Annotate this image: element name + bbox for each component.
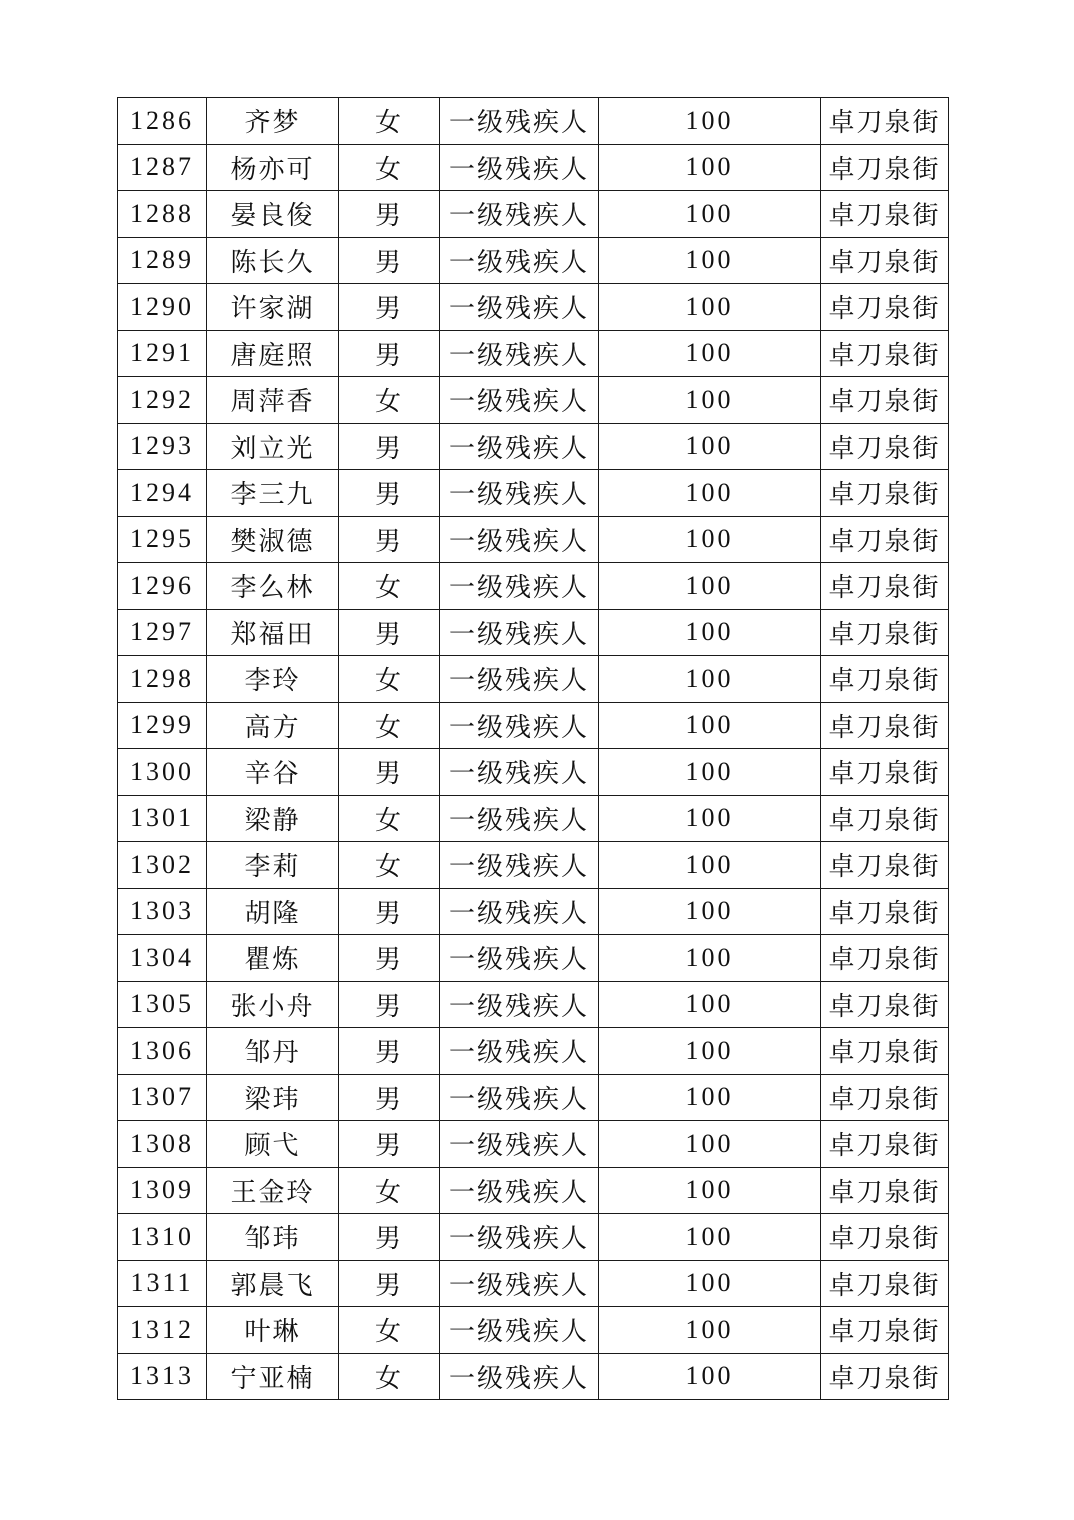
street-cell: 卓刀泉街: [821, 330, 949, 377]
gender-cell: 女: [339, 1307, 440, 1354]
roster-table: [117, 97, 949, 1400]
gender-cell: 男: [339, 423, 440, 470]
serial-number-cell: 1298: [118, 656, 207, 703]
gender-cell: 女: [339, 795, 440, 842]
street-cell: 卓刀泉街: [821, 1167, 949, 1214]
street-cell: 卓刀泉街: [821, 470, 949, 517]
name-cell: 邹玮: [207, 1214, 339, 1261]
name-cell: 高方: [207, 702, 339, 749]
table-row: [118, 1353, 949, 1400]
street-cell: 卓刀泉街: [821, 888, 949, 935]
street-cell: 卓刀泉街: [821, 1353, 949, 1400]
table-row: [118, 470, 949, 517]
disability-level-cell: 一级残疾人: [440, 1214, 599, 1261]
disability-level-cell: 一级残疾人: [440, 981, 599, 1028]
name-cell: 李三九: [207, 470, 339, 517]
street-cell: 卓刀泉街: [821, 749, 949, 796]
disability-level-cell: 一级残疾人: [440, 191, 599, 238]
name-cell: 邹丹: [207, 1028, 339, 1075]
disability-level-cell: 一级残疾人: [440, 1353, 599, 1400]
disability-level-cell: 一级残疾人: [440, 516, 599, 563]
table-row: [118, 842, 949, 889]
gender-cell: 男: [339, 284, 440, 331]
name-cell: 李莉: [207, 842, 339, 889]
amount-cell: 100: [599, 1260, 821, 1307]
amount-cell: 100: [599, 656, 821, 703]
gender-cell: 男: [339, 1260, 440, 1307]
disability-level-cell: 一级残疾人: [440, 935, 599, 982]
name-cell: 唐庭照: [207, 330, 339, 377]
street-cell: 卓刀泉街: [821, 237, 949, 284]
gender-cell: 男: [339, 1074, 440, 1121]
street-cell: 卓刀泉街: [821, 1307, 949, 1354]
disability-level-cell: 一级残疾人: [440, 656, 599, 703]
serial-number-cell: 1303: [118, 888, 207, 935]
table-row: [118, 981, 949, 1028]
serial-number-cell: 1310: [118, 1214, 207, 1261]
table-row: [118, 1121, 949, 1168]
name-cell: 陈长久: [207, 237, 339, 284]
gender-cell: 男: [339, 981, 440, 1028]
disability-level-cell: 一级残疾人: [440, 1121, 599, 1168]
gender-cell: 男: [339, 516, 440, 563]
street-cell: 卓刀泉街: [821, 563, 949, 610]
serial-number-cell: 1291: [118, 330, 207, 377]
street-cell: 卓刀泉街: [821, 191, 949, 238]
disability-level-cell: 一级残疾人: [440, 1167, 599, 1214]
disability-level-cell: 一级残疾人: [440, 888, 599, 935]
amount-cell: 100: [599, 702, 821, 749]
serial-number-cell: 1297: [118, 609, 207, 656]
gender-cell: 男: [339, 1121, 440, 1168]
table-row: [118, 144, 949, 191]
name-cell: 梁玮: [207, 1074, 339, 1121]
name-cell: 许家湖: [207, 284, 339, 331]
street-cell: 卓刀泉街: [821, 935, 949, 982]
amount-cell: 100: [599, 888, 821, 935]
name-cell: 胡隆: [207, 888, 339, 935]
name-cell: 郭晨飞: [207, 1260, 339, 1307]
street-cell: 卓刀泉街: [821, 516, 949, 563]
amount-cell: 100: [599, 842, 821, 889]
street-cell: 卓刀泉街: [821, 1121, 949, 1168]
table-row: [118, 284, 949, 331]
gender-cell: 男: [339, 1214, 440, 1261]
gender-cell: 男: [339, 237, 440, 284]
street-cell: 卓刀泉街: [821, 144, 949, 191]
name-cell: 梁静: [207, 795, 339, 842]
amount-cell: 100: [599, 1167, 821, 1214]
name-cell: 辛谷: [207, 749, 339, 796]
gender-cell: 女: [339, 1353, 440, 1400]
gender-cell: 男: [339, 888, 440, 935]
street-cell: 卓刀泉街: [821, 98, 949, 145]
street-cell: 卓刀泉街: [821, 795, 949, 842]
street-cell: 卓刀泉街: [821, 981, 949, 1028]
gender-cell: 男: [339, 1028, 440, 1075]
name-cell: 李么林: [207, 563, 339, 610]
name-cell: 宁亚楠: [207, 1353, 339, 1400]
amount-cell: 100: [599, 749, 821, 796]
table-row: [118, 1214, 949, 1261]
serial-number-cell: 1312: [118, 1307, 207, 1354]
disability-level-cell: 一级残疾人: [440, 1074, 599, 1121]
street-cell: 卓刀泉街: [821, 842, 949, 889]
amount-cell: 100: [599, 1353, 821, 1400]
serial-number-cell: 1309: [118, 1167, 207, 1214]
gender-cell: 女: [339, 702, 440, 749]
amount-cell: 100: [599, 98, 821, 145]
table-row: [118, 888, 949, 935]
street-cell: 卓刀泉街: [821, 1214, 949, 1261]
amount-cell: 100: [599, 795, 821, 842]
serial-number-cell: 1290: [118, 284, 207, 331]
street-cell: 卓刀泉街: [821, 284, 949, 331]
serial-number-cell: 1293: [118, 423, 207, 470]
disability-level-cell: 一级残疾人: [440, 330, 599, 377]
amount-cell: 100: [599, 330, 821, 377]
amount-cell: 100: [599, 1214, 821, 1261]
serial-number-cell: 1295: [118, 516, 207, 563]
gender-cell: 女: [339, 842, 440, 889]
disability-level-cell: 一级残疾人: [440, 1307, 599, 1354]
table-row: [118, 702, 949, 749]
disability-level-cell: 一级残疾人: [440, 609, 599, 656]
serial-number-cell: 1302: [118, 842, 207, 889]
serial-number-cell: 1289: [118, 237, 207, 284]
amount-cell: 100: [599, 1307, 821, 1354]
serial-number-cell: 1292: [118, 377, 207, 424]
table-row: [118, 377, 949, 424]
table-row: [118, 609, 949, 656]
serial-number-cell: 1300: [118, 749, 207, 796]
table-row: [118, 191, 949, 238]
amount-cell: 100: [599, 935, 821, 982]
gender-cell: 男: [339, 191, 440, 238]
gender-cell: 女: [339, 1167, 440, 1214]
name-cell: 杨亦可: [207, 144, 339, 191]
serial-number-cell: 1304: [118, 935, 207, 982]
name-cell: 齐梦: [207, 98, 339, 145]
disability-level-cell: 一级残疾人: [440, 749, 599, 796]
serial-number-cell: 1296: [118, 563, 207, 610]
disability-level-cell: 一级残疾人: [440, 237, 599, 284]
serial-number-cell: 1301: [118, 795, 207, 842]
street-cell: 卓刀泉街: [821, 1074, 949, 1121]
gender-cell: 男: [339, 935, 440, 982]
serial-number-cell: 1307: [118, 1074, 207, 1121]
serial-number-cell: 1308: [118, 1121, 207, 1168]
disability-level-cell: 一级残疾人: [440, 795, 599, 842]
name-cell: 周萍香: [207, 377, 339, 424]
disability-level-cell: 一级残疾人: [440, 842, 599, 889]
name-cell: 李玲: [207, 656, 339, 703]
table-row: [118, 98, 949, 145]
table-row: [118, 749, 949, 796]
table-row: [118, 795, 949, 842]
amount-cell: 100: [599, 377, 821, 424]
gender-cell: 女: [339, 98, 440, 145]
amount-cell: 100: [599, 284, 821, 331]
table-row: [118, 516, 949, 563]
amount-cell: 100: [599, 1121, 821, 1168]
amount-cell: 100: [599, 563, 821, 610]
amount-cell: 100: [599, 237, 821, 284]
name-cell: 叶琳: [207, 1307, 339, 1354]
serial-number-cell: 1294: [118, 470, 207, 517]
disability-level-cell: 一级残疾人: [440, 1260, 599, 1307]
name-cell: 王金玲: [207, 1167, 339, 1214]
disability-level-cell: 一级残疾人: [440, 470, 599, 517]
serial-number-cell: 1311: [118, 1260, 207, 1307]
street-cell: 卓刀泉街: [821, 656, 949, 703]
table-row: [118, 563, 949, 610]
amount-cell: 100: [599, 191, 821, 238]
gender-cell: 女: [339, 144, 440, 191]
disability-level-cell: 一级残疾人: [440, 702, 599, 749]
serial-number-cell: 1286: [118, 98, 207, 145]
disability-level-cell: 一级残疾人: [440, 423, 599, 470]
disability-level-cell: 一级残疾人: [440, 98, 599, 145]
gender-cell: 女: [339, 377, 440, 424]
amount-cell: 100: [599, 981, 821, 1028]
name-cell: 樊淑德: [207, 516, 339, 563]
street-cell: 卓刀泉街: [821, 377, 949, 424]
table-row: [118, 935, 949, 982]
street-cell: 卓刀泉街: [821, 702, 949, 749]
name-cell: 刘立光: [207, 423, 339, 470]
table-row: [118, 1307, 949, 1354]
street-cell: 卓刀泉街: [821, 1028, 949, 1075]
gender-cell: 男: [339, 330, 440, 377]
table-row: [118, 237, 949, 284]
name-cell: 顾弋: [207, 1121, 339, 1168]
serial-number-cell: 1299: [118, 702, 207, 749]
name-cell: 瞿炼: [207, 935, 339, 982]
gender-cell: 男: [339, 609, 440, 656]
disability-level-cell: 一级残疾人: [440, 377, 599, 424]
gender-cell: 男: [339, 749, 440, 796]
serial-number-cell: 1305: [118, 981, 207, 1028]
disability-level-cell: 一级残疾人: [440, 284, 599, 331]
table-row: [118, 1074, 949, 1121]
street-cell: 卓刀泉街: [821, 609, 949, 656]
table-row: [118, 1028, 949, 1075]
amount-cell: 100: [599, 470, 821, 517]
amount-cell: 100: [599, 516, 821, 563]
street-cell: 卓刀泉街: [821, 1260, 949, 1307]
amount-cell: 100: [599, 609, 821, 656]
gender-cell: 男: [339, 470, 440, 517]
table-row: [118, 330, 949, 377]
amount-cell: 100: [599, 1028, 821, 1075]
name-cell: 晏良俊: [207, 191, 339, 238]
table-row: [118, 423, 949, 470]
amount-cell: 100: [599, 423, 821, 470]
disability-level-cell: 一级残疾人: [440, 1028, 599, 1075]
serial-number-cell: 1288: [118, 191, 207, 238]
gender-cell: 女: [339, 563, 440, 610]
table-row: [118, 1167, 949, 1214]
amount-cell: 100: [599, 1074, 821, 1121]
serial-number-cell: 1313: [118, 1353, 207, 1400]
gender-cell: 女: [339, 656, 440, 703]
table-row: [118, 1260, 949, 1307]
name-cell: 郑福田: [207, 609, 339, 656]
disability-level-cell: 一级残疾人: [440, 563, 599, 610]
serial-number-cell: 1306: [118, 1028, 207, 1075]
street-cell: 卓刀泉街: [821, 423, 949, 470]
table-row: [118, 656, 949, 703]
name-cell: 张小舟: [207, 981, 339, 1028]
serial-number-cell: 1287: [118, 144, 207, 191]
disability-level-cell: 一级残疾人: [440, 144, 599, 191]
roster-table-body: [118, 98, 949, 1400]
amount-cell: 100: [599, 144, 821, 191]
